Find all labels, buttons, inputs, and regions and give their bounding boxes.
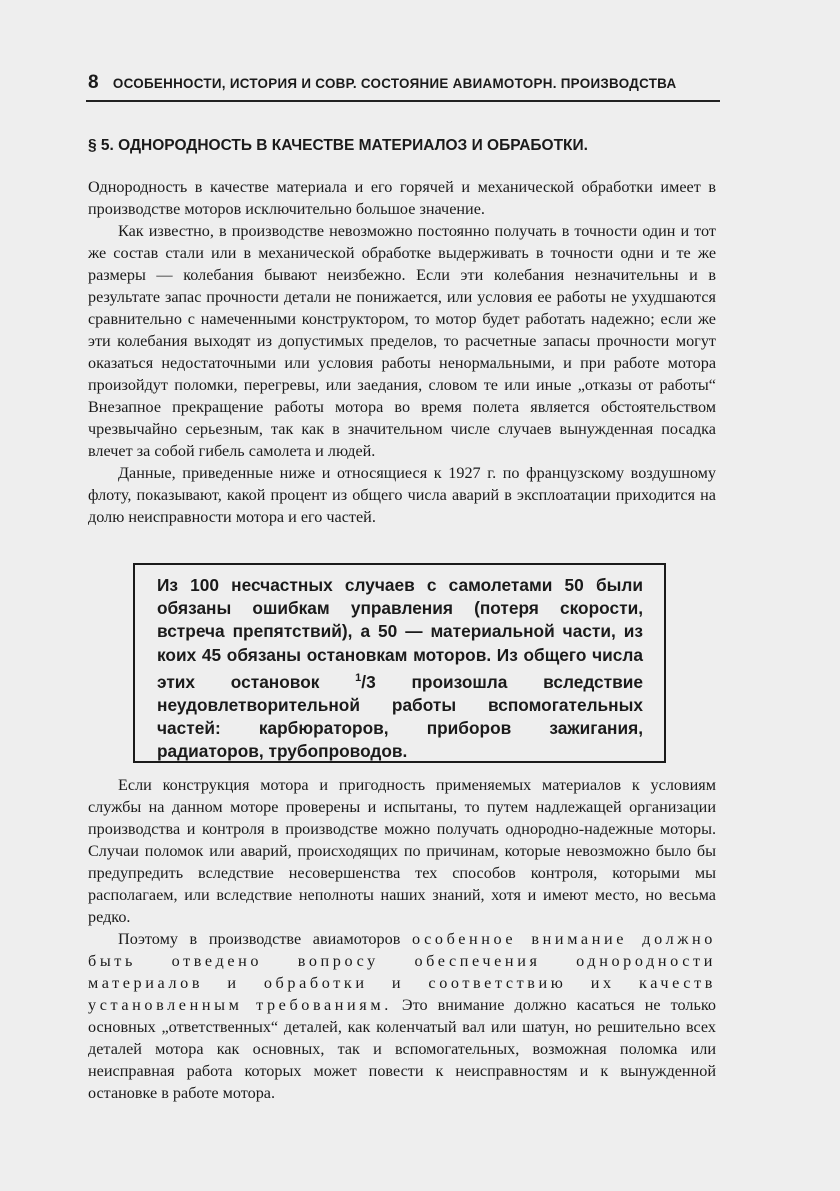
- fraction-denominator: /3: [361, 671, 376, 692]
- body-text-top: [88, 176, 716, 528]
- statistics-box-text: [157, 574, 643, 763]
- header-rule: [86, 100, 720, 102]
- running-header: [88, 72, 718, 94]
- running-title: ОСОБЕННОСТИ, ИСТОРИЯ И СОВР. СОСТОЯНИЕ АВИАМОТОРН. ПРОИЗВОДСТВА: [112, 76, 677, 91]
- fraction-numerator: 1: [355, 671, 362, 684]
- body-text-bottom: [88, 774, 716, 1104]
- box-text-after: произошла вследствие неудовлетворительной работы вспомогательных частей: карбюраторов, приборов зажигания, радиаторов, трубопроводов.: [157, 671, 643, 762]
- paragraph-5-start: Поэтому в производстве авиамоторов: [118, 930, 412, 948]
- box-text-before: Из 100 несчастных случаев с самолетами 50 были обязаны ошибкам управления (потеря скорости, встреча препятствий), а 50 — материальной части, из коих 45 обязаны остановкам моторов. Из общего числа этих остановок: [157, 575, 643, 692]
- page-number: 8: [88, 72, 99, 93]
- spaced-emphasis: особенное внимание должно быть отведено вопросу обеспечения однородности материалов и обработки и соответствию их качеств установленным требованиям.: [88, 930, 716, 1014]
- paragraph-4: Если конструкция мотора и пригодность применяемых материалов к условиям службы на данном моторе проверены и испытаны, то путем надлежащей организации производства и контроля в производстве можно получать однородно-надежные моторы. Случаи поломок или аварий, происходящих по причинам, которые невозможно было бы предупредить вследствие несовершенства тех способов контроля, которыми мы располагаем, или вследствие неполноты наших знаний, хотя и имеют место, но весьма редко.: [88, 776, 716, 926]
- paragraph-3: Данные, приведенные ниже и относящиеся к 1927 г. по французскому воздушному флоту, показывают, какой процент из общего числа аварий в эксплоатации приходится на долю неисправности мотора и его частей.: [88, 464, 716, 526]
- section-title: § 5. ОДНОРОДНОСТЬ В КАЧЕСТВЕ МАТЕРИАЛОЗ И ОБРАБОТКИ.: [88, 137, 588, 154]
- paragraph-2: Как известно, в производстве невозможно постоянно получать в точности один и тот же состав стали или в механической обработке выдерживать в точности одни и те же размеры — колебания бывают неизбежно. Если эти колебания незначительны и в результате запас прочности детали не понижается, или условия ее работы не ухудшаются сравнительно с намеченными конструктором, то мотор будет работать надежно; если же эти колебания выходят из допустимых пределов, то расчетные запасы прочности могут оказаться недостаточными или условия работы ненормальными, и при работе мотора произойдут поломки, перегревы, или заедания, словом те или иные „отказы от работы“ Внезапное прекращение работы мотора во время полета является обстоятельством чрезвычайно серьезным, так как в значительном числе случаев вынужденная посадка влечет за собой гибель самолета и людей.: [88, 222, 716, 460]
- paragraph-5: [88, 928, 716, 1104]
- paragraph-5-end: Это внимание должно касаться не только основных „ответственных“ деталей, как коленчатый вал или шатун, но решительно всех деталей мотора как основных, так и вспомогательных, возможная поломка или неисправная работа которых может повести к неисправностям и к вынужденной остановке в работе мотора.: [88, 996, 716, 1102]
- paragraph-1: Однородность в качестве материала и его горячей и механической обработки имеет в производстве моторов исключительно большое значение.: [88, 178, 716, 218]
